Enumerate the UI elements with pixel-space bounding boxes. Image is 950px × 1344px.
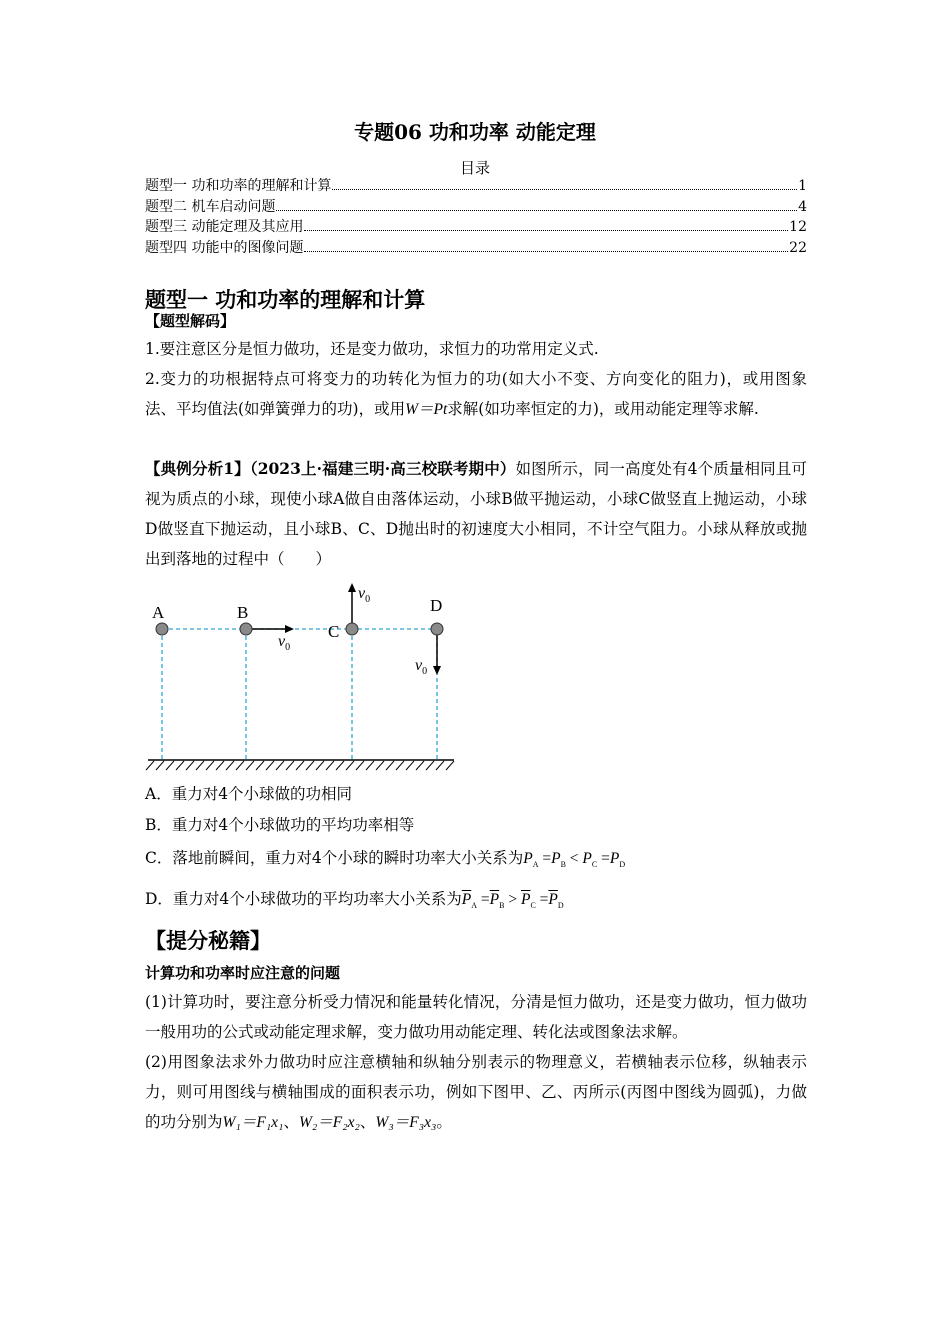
toc-item-page: 1 xyxy=(798,178,807,194)
toc-item-page: 22 xyxy=(789,239,807,256)
arrowhead-d xyxy=(433,666,441,675)
work-formula-1: W₁＝F₁x₁ xyxy=(222,1114,284,1131)
toc-item-label: 题型四 功能中的图像问题 xyxy=(145,239,304,256)
toc-item-page: 12 xyxy=(789,219,807,235)
balls-figure xyxy=(140,580,460,775)
decode-point-2 xyxy=(145,364,807,425)
tips-subheading: 计算功和功率时应注意的问题 xyxy=(145,964,341,982)
work-formula-3: W₃＝F₃x₃ xyxy=(375,1114,437,1131)
tips-paragraph-2 xyxy=(145,1047,807,1138)
decode-point-2-text-end: 求解(如功率恒定的力)，或用动能定理等求解. xyxy=(447,400,759,418)
work-formula-2: W₂＝F₂x₂ xyxy=(298,1114,360,1131)
separator: 、 xyxy=(359,1113,376,1131)
tips-heading: 【提分秘籍】 xyxy=(145,928,271,953)
ground-hatching xyxy=(146,761,454,770)
power-formula: W＝Pt xyxy=(405,401,448,418)
option-c[interactable] xyxy=(145,846,625,877)
decode-point-2-text: 2.变力的功根据特点可将变力的功转化为恒力的功(如大小不变、方向变化的阻力)，或用图象法、平均值法(如弹簧弹力的功)，或用 xyxy=(145,370,807,418)
v0-label-c: $v_0$ xyxy=(358,585,371,605)
tips-paragraph-1: (1)计算功时，要注意分析受力情况和能量转化情况，分清是恒力做功，还是变力做功，恒力做功一般用功的公式或动能定理求解，变力做功用动能定理、转化法或图象法求解。 xyxy=(145,993,807,1041)
separator: 、 xyxy=(283,1113,299,1131)
tips-paragraph-2-text: (2)用图象法求外力做功时应注意横轴和纵轴分别表示的物理意义，若横轴表示位移，纵轴表示力，则可用图线与横轴围成的面积表示功，例如下图甲、乙、丙所示(丙图中图线为圆弧)，力做的功分别为 xyxy=(145,1053,807,1131)
table-of-contents xyxy=(145,176,807,258)
ball-d-label: D xyxy=(430,596,443,615)
toc-dot-leader xyxy=(304,251,788,252)
toc-item-label: 题型三 动能定理及其应用 xyxy=(145,219,304,235)
toc-dot-leader xyxy=(276,210,797,211)
ball-b xyxy=(240,623,252,635)
toc-dot-leader xyxy=(332,189,797,190)
decode-tag: 【题型解码】 xyxy=(145,312,236,330)
decode-point-1: 1.要注意区分是恒力做功，还是变力做功，求恒力的功常用定义式. xyxy=(145,340,599,358)
v0-label-b: $v_0$ xyxy=(278,633,291,653)
section-heading: 题型一 功和功率的理解和计算 xyxy=(145,287,426,312)
option-d[interactable] xyxy=(145,887,564,918)
period: 。 xyxy=(436,1113,452,1131)
toc-item-label: 题型一 功和功率的理解和计算 xyxy=(145,178,332,194)
ball-b-label: B xyxy=(237,603,249,622)
toc-item[interactable] xyxy=(145,176,807,197)
option-b[interactable]: B．重力对4个小球做功的平均功率相等 xyxy=(145,816,415,834)
toc-item-page: 4 xyxy=(798,198,807,215)
example-tag: 【典例分析1】 xyxy=(145,459,250,478)
option-a[interactable]: A．重力对4个小球做的功相同 xyxy=(145,785,353,803)
toc-heading: 目录 xyxy=(459,159,490,177)
toc-item[interactable] xyxy=(145,197,807,218)
option-c-text: C．落地前瞬间，重力对4个小球的瞬时功率大小关系为 xyxy=(145,849,524,867)
example-source: （2023上·福建三明·高三校联考期中） xyxy=(249,459,516,478)
toc-item[interactable] xyxy=(145,238,807,259)
example-paragraph xyxy=(145,454,807,574)
toc-item[interactable] xyxy=(145,217,807,238)
ball-c-label: C xyxy=(328,622,340,641)
v0-label-d: $v_0$ xyxy=(415,657,428,677)
ball-a-label: A xyxy=(152,603,165,622)
ball-c xyxy=(346,623,358,635)
ball-a xyxy=(156,623,168,635)
page-title: 专题06 功和功率 动能定理 xyxy=(354,120,596,144)
toc-item-label: 题型二 机车启动问题 xyxy=(145,198,276,215)
arrowhead-c xyxy=(348,583,356,592)
toc-dot-leader xyxy=(304,230,788,231)
option-d-text: D．重力对4个小球做功的平均功率大小关系为 xyxy=(145,890,462,908)
ball-d xyxy=(431,623,443,635)
option-d-relation: $\overline{P}_A =\overline{P}_B > \overline{P}_C =\overline{P}_D$ xyxy=(461,891,564,911)
arrowhead-b xyxy=(285,625,294,633)
option-c-relation: $P_A =P_B < P_C =P_D$ xyxy=(523,850,626,870)
example-text: 如图所示，同一高度处有4个质量相同且可视为质点的小球，现使小球A做自由落体运动，小球B做平抛运动，小球C做竖直上抛运动，小球D做竖直下抛运动，且小球B、C、D抛出时的初速度大小相同，不计空气阻力。小球从释放或抛出到落地的过程中（ ） xyxy=(145,460,807,568)
